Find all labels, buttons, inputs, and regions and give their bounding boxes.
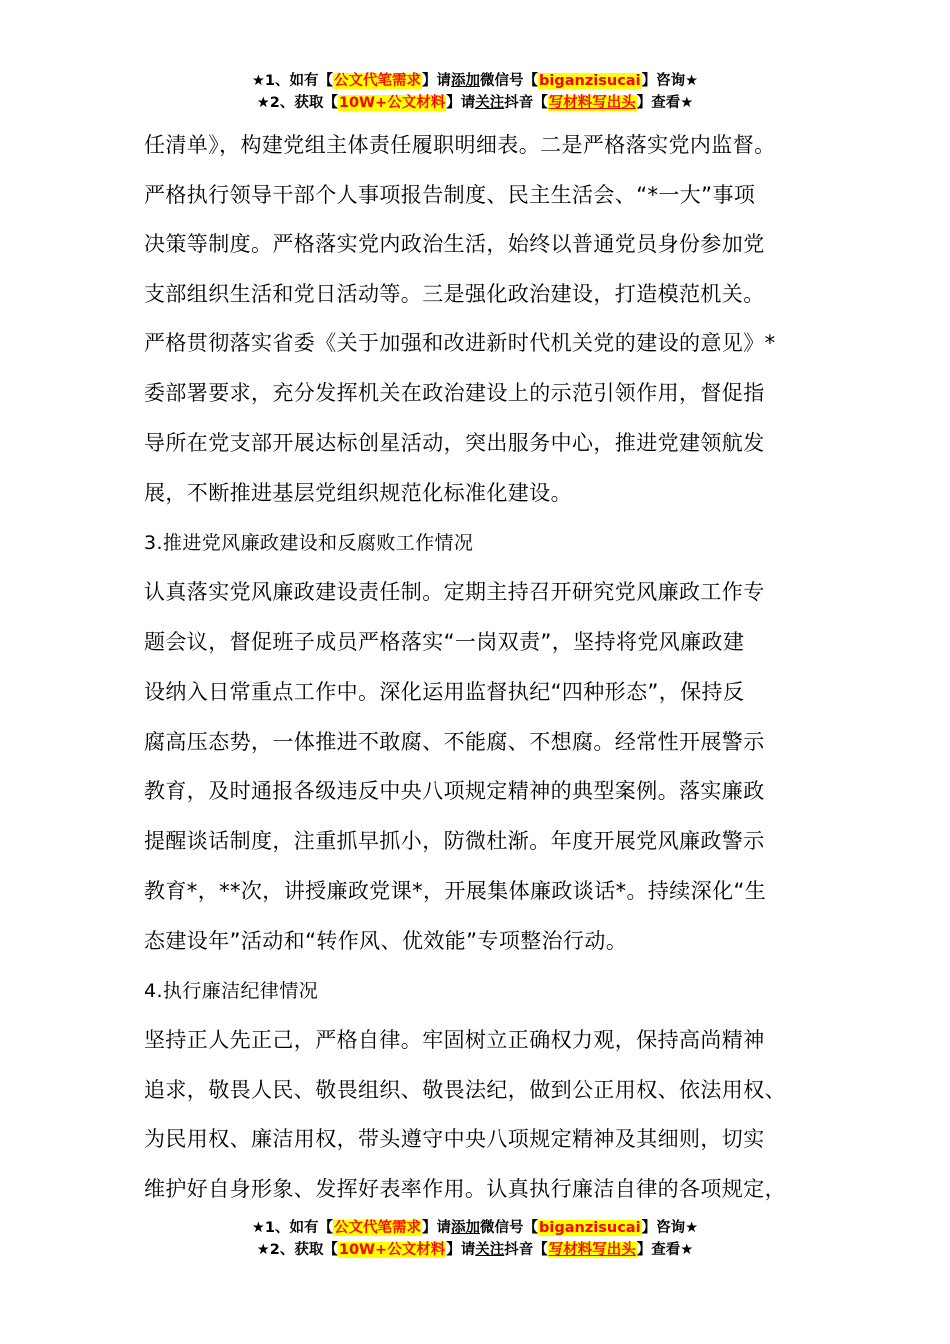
banner-text: ★1、如有【 <box>251 73 334 89</box>
banner-line-1 <box>0 70 950 92</box>
body-line: 腐高压态势，一体推进不敢腐、不能腐、不想腐。经常性开展警示 <box>144 730 765 754</box>
banner-text: 】查看★ <box>636 95 694 111</box>
section-heading: 3.推进党风廉政建设和反腐败工作情况 <box>144 532 474 554</box>
banner-line-2 <box>0 92 950 114</box>
banner-text: 抖音【 <box>504 95 548 111</box>
banner-text: 微信号【 <box>480 1220 539 1236</box>
body-line: 导所在党支部开展达标创星活动，突出服务中心，推进党建领航发 <box>144 431 765 455</box>
body-line: 坚持正人先正己，严格自律。牢固树立正确权力观，保持高尚精神 <box>144 1028 765 1052</box>
banner-text: ★1、如有【 <box>251 1220 334 1236</box>
body-line: 态建设年”活动和“转作风、优效能”专项整治行动。 <box>144 929 628 953</box>
banner-text: 】请 <box>446 1242 476 1258</box>
body-line: 展，不断推进基层党组织规范化标准化建设。 <box>144 481 572 505</box>
highlight-douyin-id: 写材料写出头 <box>548 1242 636 1258</box>
banner-text: 微信号【 <box>480 73 539 89</box>
banner-text: ★2、获取【 <box>256 95 338 111</box>
banner-text: 】请 <box>422 1220 452 1236</box>
banner-text: 】请 <box>422 73 452 89</box>
body-line: 任清单》，构建党组主体责任履职明细表。二是严格落实党内监督。 <box>144 133 776 157</box>
banner-text: 】咨询★ <box>641 1220 699 1236</box>
banner-text: 抖音【 <box>504 1242 548 1258</box>
body-line: 追求，敬畏人民、敬畏组织、敬畏法纪，做到公正用权、依法用权、 <box>144 1078 786 1102</box>
body-line: 题会议，督促班子成员严格落实“一岗双责”，坚持将党风廉政建 <box>144 630 745 654</box>
section-heading: 4.执行廉洁纪律情况 <box>144 980 319 1002</box>
body-line: 决策等制度。严格落实党内政治生活，始终以普通党员身份参加党 <box>144 232 765 256</box>
banner-text: ★2、获取【 <box>256 1242 338 1258</box>
body-line: 为民用权、廉洁用权，带头遵守中央八项规定精神及其细则，切实 <box>144 1127 765 1151</box>
footer-banner <box>0 1217 950 1261</box>
body-line: 教育*，**次，讲授廉政党课*，开展集体廉政谈话*。持续深化“生 <box>144 879 767 903</box>
banner-text: 】请 <box>446 95 476 111</box>
body-line: 严格执行领导干部个人事项报告制度、民主生活会、“*一大”事项 <box>144 183 756 207</box>
body-line: 支部组织生活和党日活动等。三是强化政治建设，打造模范机关。 <box>144 282 765 306</box>
banner-line-2 <box>0 1239 950 1261</box>
underlined-text: 添加 <box>451 73 481 89</box>
header-banner <box>0 70 950 114</box>
banner-text: 】咨询★ <box>641 73 699 89</box>
body-line: 教育，及时通报各级违反中央八项规定精神的典型案例。落实廉政 <box>144 779 765 803</box>
body-line: 提醒谈话制度，注重抓早抓小，防微杜渐。年度开展党风廉政警示 <box>144 829 765 853</box>
highlight-service: 公文代笔需求 <box>334 73 422 89</box>
banner-text: 】查看★ <box>636 1242 694 1258</box>
body-line: 严格贯彻落实省委《关于加强和改进新时代机关党的建设的意见》* <box>144 331 776 355</box>
highlight-service: 公文代笔需求 <box>334 1220 422 1236</box>
underlined-text: 关注 <box>475 95 505 111</box>
highlight-wechat-id: biganzisucai <box>539 1220 641 1236</box>
body-line: 委部署要求，充分发挥机关在政治建设上的示范引领作用，督促指 <box>144 381 765 405</box>
highlight-douyin-id: 写材料写出头 <box>548 95 636 111</box>
highlight-materials: 10W+公文材料 <box>338 1242 446 1258</box>
highlight-materials: 10W+公文材料 <box>338 95 446 111</box>
highlight-wechat-id: biganzisucai <box>539 73 641 89</box>
banner-line-1 <box>0 1217 950 1239</box>
body-line: 认真落实党风廉政建设责任制。定期主持召开研究党风廉政工作专 <box>144 580 765 604</box>
underlined-text: 添加 <box>451 1220 481 1236</box>
body-line: 维护好自身形象、发挥好表率作用。认真执行廉洁自律的各项规定， <box>144 1177 786 1201</box>
underlined-text: 关注 <box>475 1242 505 1258</box>
body-line: 设纳入日常重点工作中。深化运用监督执纪“四种形态”，保持反 <box>144 680 745 704</box>
